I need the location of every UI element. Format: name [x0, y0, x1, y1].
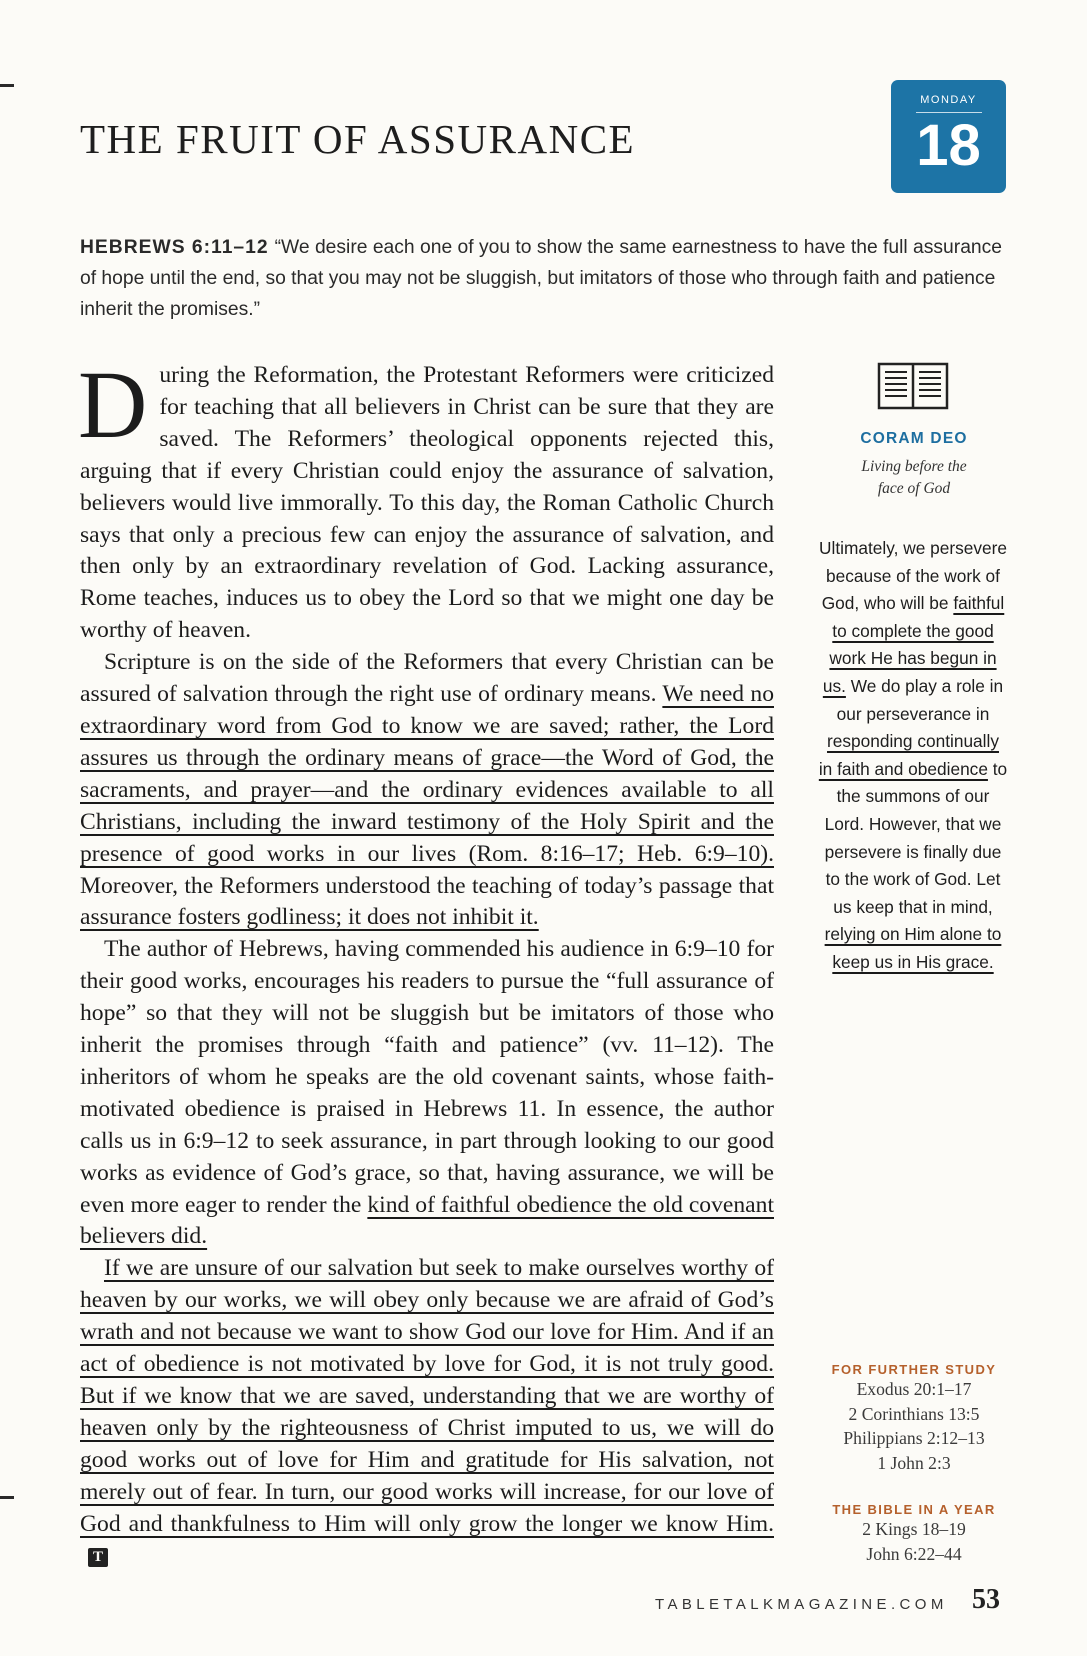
article-body: [78, 351, 774, 1572]
bible-in-a-year-item: 2 Kings 18–19: [862, 1519, 966, 1539]
article-title: THE FRUIT OF ASSURANCE: [80, 116, 636, 162]
paragraph-2-text: Moreover, the Reformers understood the teaching of today’s passage that: [80, 872, 774, 899]
paragraph-4: [80, 1253, 774, 1572]
underlined-passage: faithful to complete the good work He has begun in us.: [822, 593, 1005, 696]
tabletalk-end-mark-icon: T: [88, 1548, 108, 1567]
further-study-item: Philippians 2:12–13: [843, 1428, 985, 1449]
underlined-passage: kind of faithful obedience the old covenant believers did.: [80, 1191, 774, 1250]
paragraph-1-text: uring the Reformation, the Protestant Reformers were criticized for teaching that all believers in Christ can be sure that they are saved. The Reformers’ theological opponents rejected this, arguing that if every Christian could enjoy the assurance of salvation, believers would live immorally. To this day, the Roman Catholic Church says that only a precious few can enjoy the assurance of salvation, and then only by an extraordinary revelation of God. Lacking assurance, Rome teaches, induces us to obey the Lord so that we might one day be worthy of heaven.: [80, 362, 774, 644]
page-number: 53: [972, 1584, 1000, 1615]
day-name: MONDAY: [916, 94, 982, 113]
day-number: 18: [916, 113, 981, 178]
underlined-passage: relying on Him alone to keep us in His grace.: [824, 924, 1002, 972]
drop-cap: D: [78, 351, 148, 458]
underlined-passage: We need no extraordinary word from God to know we are saved; rather, the Lord assures us through the ordinary means of grace—the Word of God, the sacraments, and prayer—and the ordinary evidences available to all Christians, including the inward testimony of the Holy Spirit and the presence of good works in our lives (Rom. 8:16–17; Heb. 6:9–10).: [80, 681, 774, 867]
coram-text: to the summons of our Lord. However, that we persevere is finally due to the work of God. Let us keep that in mind,: [824, 758, 1008, 917]
edge-mark: [0, 1496, 14, 1499]
further-study-item: 2 Corinthians 13:5: [848, 1403, 980, 1424]
underlined-passage: responding continually in faith and obedience: [818, 731, 999, 779]
coram-deo-subtitle: Living before the face of God: [861, 458, 967, 497]
paragraph-2-text: Scripture is on the side of the Reformers that every Christian can be assured of salvation through the right use of ordinary means.: [80, 649, 774, 708]
further-study-title: FOR FURTHER STUDY: [831, 1362, 997, 1377]
coram-text: We do play a role in our perseverance in: [836, 675, 1004, 724]
underlined-passage: If we are unsure of our salvation but seek to make ourselves worthy of heaven by our works, we will obey only because we are afraid of God’s wrath and not because we want to show God our love for Him. And if an act of obedience is not motivated by love for God, it is not truly good. But if we know that we are saved, understanding that we are worthy of heaven only by the righteousness of Christ imputed to us, we will do good works out of love for Him and gratitude for His salvation, not merely out of fear. In turn, our good works will increase, for our love of God and thankfulness to Him will only grow the longer we know Him.: [80, 1255, 774, 1537]
coram-text: Ultimately, we persevere because of the work of God, who will be: [819, 538, 1007, 614]
bible-in-a-year: [820, 1502, 1008, 1566]
bible-in-a-year-title: THE BIBLE IN A YEAR: [832, 1502, 996, 1517]
paragraph-2: [80, 647, 774, 934]
scripture-reference: HEBREWS 6:11–12: [80, 237, 269, 258]
scripture-text: “We desire each one of you to show the same earnestness to have the full assurance of hope until the end, so that you may not be sluggish, but imitators of those who through faith and patience inherit the promises.”: [80, 237, 1003, 320]
open-book-icon: [877, 362, 949, 410]
bible-in-a-year-item: John 6:22–44: [866, 1543, 962, 1564]
paragraph-3-text: The author of Hebrews, having commended his audience in 6:9–10 for their good works, encourages his readers to pursue the “full assurance of hope” so that they will not be sluggish but be imitators of those who inherit the promises through “faith and patience” (vv. 11–12). The inheritors of whom he speaks are the old covenant saints, whose faith-motivated obedience is praised in Hebrews 11. In essence, the author calls us in 6:9–12 to seek assurance, in part through looking to our good works as evidence of God’s grace, so that, having assurance, we will be even more eager to render the: [80, 936, 774, 1218]
underlined-passage: assurance fosters godliness; it does not inhibit it.: [80, 904, 539, 931]
date-badge: [891, 80, 1006, 193]
edge-mark: [0, 84, 14, 87]
scripture-passage: [80, 232, 1008, 325]
coram-deo-title: CORAM DEO: [860, 430, 968, 447]
further-study-item: 1 John 2:3: [877, 1452, 951, 1473]
coram-deo-text: [818, 535, 1008, 977]
magazine-website: TABLETALKMAGAZINE.COM: [655, 1596, 948, 1613]
paragraph-1: [78, 351, 774, 647]
paragraph-3: [80, 934, 774, 1253]
further-study: [820, 1362, 1008, 1475]
further-study-item: Exodus 20:1–17: [856, 1379, 972, 1399]
